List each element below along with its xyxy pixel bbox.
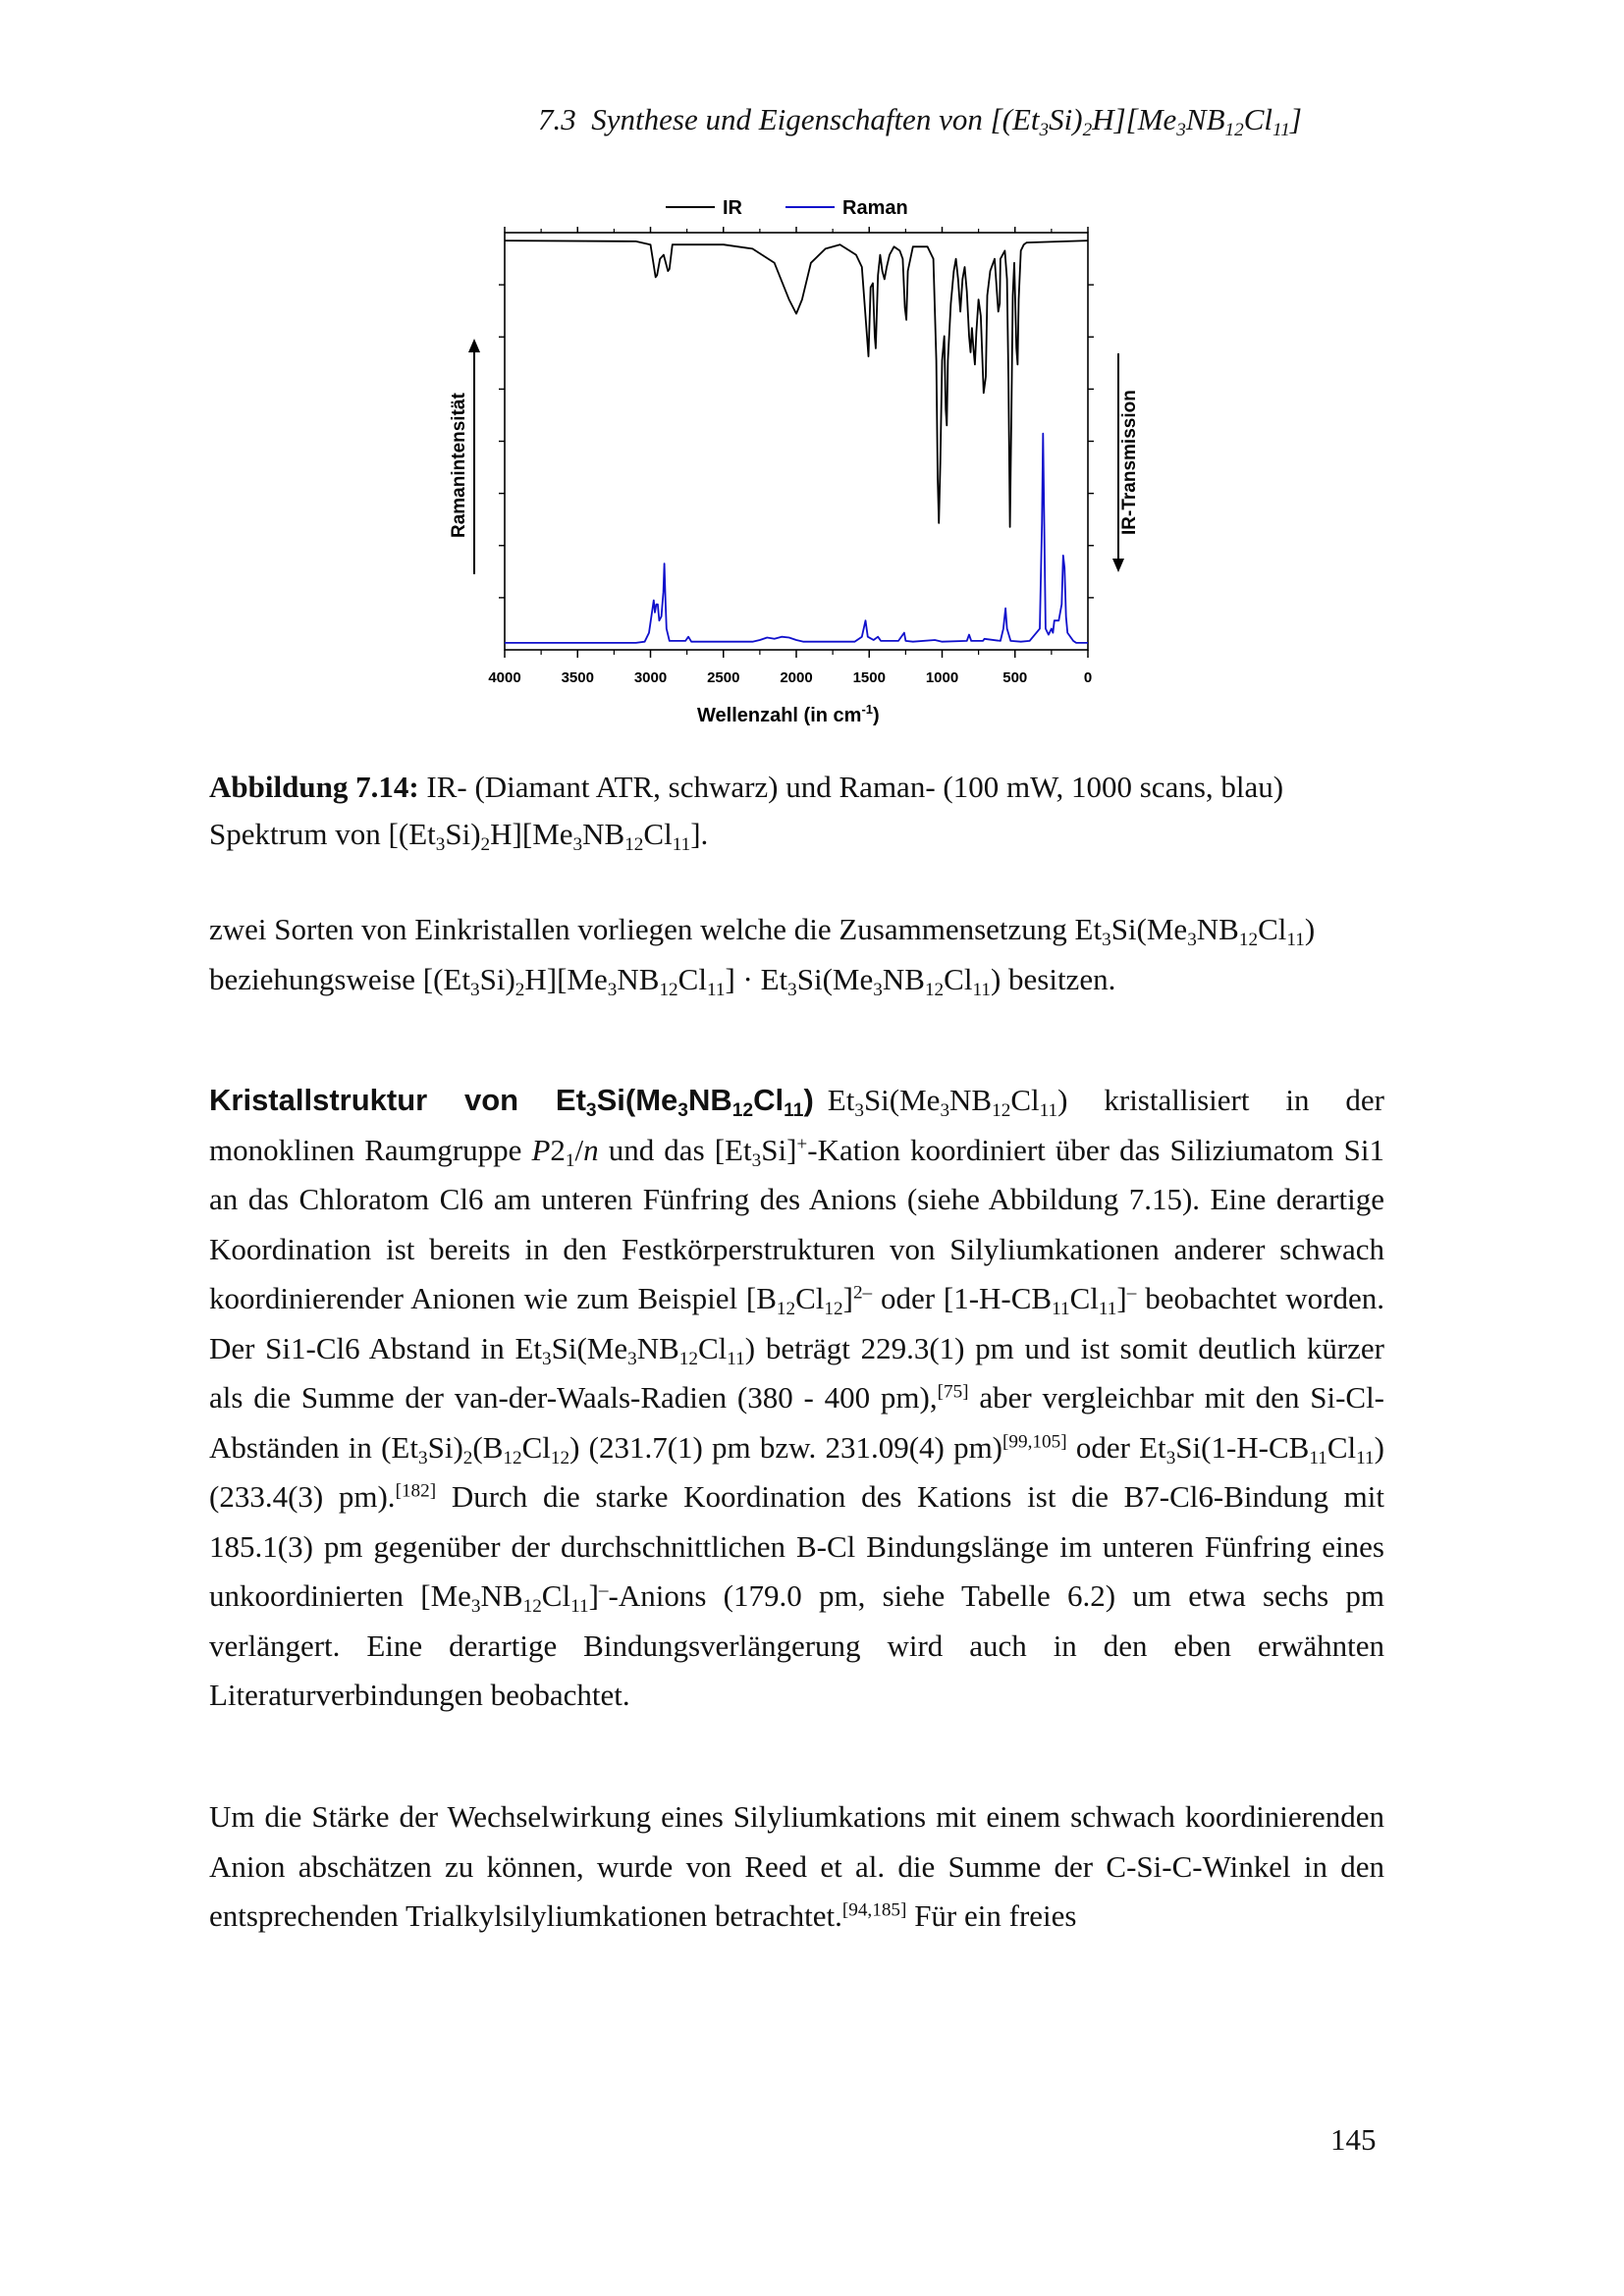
x-tick-label: 1000 [925,669,959,686]
paragraph-1: zwei Sorten von Einkristallen vorliegen welche die Zusammensetzung $Et_3Si(Me_3NB_{12}Cl_{11})$ beziehungsweise $[(Et_3Si)_2H][Me_3NB_{12}Cl_{11}] \cdot Et_3Si(Me_3NB_{12}Cl_{11})$ besitzen. [209,912,1316,1000]
legend-ir-label: IR [723,197,742,219]
x-ticks [488,227,1092,686]
right-arrow-head [1112,559,1124,572]
running-header: 7.3 Synthese und Eigenschaften von $[(Et_3Si)_2H][Me_3NB_{12}Cl_{11}]$ [538,102,1302,141]
x-tick-label: 3000 [633,669,668,686]
x-tick-label: 4000 [488,669,521,686]
y-ticks [499,285,1094,598]
x-tick-label: 2000 [780,669,813,686]
paragraph-3: Um die Stärke der Wechselwirkung eines Silyliumkations mit einem schwach koordinierenden Anion abschätzen zu können, wurde von Reed et al. die Summe der C-Si-C-Winkel in den entsprechenden Trialkylsilyliumkationen betrachtet.[94,185] Für ein freies [209,1799,1384,1933]
paragraph-crystal-structure: Kristallstruktur von $Et_3Si(Me_3NB_{12}Cl_{11})$ $Et_3Si(Me_3NB_{12}Cl_{11})$ kristallisiert in der monoklinen Raumgruppe $P2_1/n$ und das $[Et_3Si]^+$-Kation koordiniert über das Siliziumatom Si1 an das Chloratom Cl6 am unteren Fünfring des Anions (siehe Abbildung 7.15). Eine derartige Koordination ist bereits in den Festkörperstrukturen von Silyliumkationen anderer schwach koordinierender Anionen wie zum Beispiel $[B_{12}Cl_{12}]^{2-}$ oder $[1-H-CB_{11}Cl_{11}]^-$ beobachtet worden. Der Si1-Cl6 Abstand in $Et_3Si(Me_3NB_{12}Cl_{11})$ beträgt 229.3(1) pm und ist somit deutlich kürzer als die Summe der van-der-Waals-Radien (380 - 400 pm),[75] aber vergleichbar mit den Si-Cl-Abständen in $(Et_3Si)_2(B_{12}Cl_{12})$ (231.7(1) pm bzw. 231.09(4) pm)[99,105] oder $Et_3Si(1-H-CB_{11}Cl_{11})$ (233.4(3) pm).[182] Durch die starke Koordination des Kations ist die B7-Cl6-Bindung mit 185.1(3) pm gegenüber der durchschnittlichen B-Cl Bindungslänge im unteren Fünfring eines unkoordinierten $[Me_3NB_{12}Cl_{11}]^-$-Anions (179.0 pm, siehe Tabelle 6.2) um etwa sechs pm verlängert. Eine derartige Bindungsverlängerung wird auch in den eben erwähnten Literaturverbindungen beobachtet. [209,1083,1385,1712]
x-tick-label: 0 [1083,669,1093,686]
spectrum-figure [432,182,1159,741]
y-axis-left-label: Ramanintensität [449,393,469,538]
x-tick-label: 1500 [852,669,886,686]
x-axis-label: Wellenzahl (in $cm^{-1}$) [697,702,880,726]
legend-raman-label: Raman [842,197,908,219]
x-tick-label: 3500 [561,669,594,686]
y-axis-right-label: IR-Transmission [1119,390,1140,535]
left-arrow-head [468,339,480,352]
page-number: 145 [1330,2122,1377,2157]
raman-series-line [505,434,1088,643]
ir-series-line [505,240,1088,527]
x-tick-label: 500 [1002,669,1028,686]
section-heading: Kristallstruktur von $Et_3Si(Me_3NB_{12}Cl_{11})$ [209,1083,814,1122]
x-tick-label: 2500 [707,669,740,686]
figure-caption: Abbildung 7.14: IR- (Diamant ATR, schwarz) und Raman- (100 mW, 1000 scans, blau) Spektrum von $[(Et_3Si)_2H][Me_3NB_{12}Cl_{11}]$. [209,770,1284,856]
